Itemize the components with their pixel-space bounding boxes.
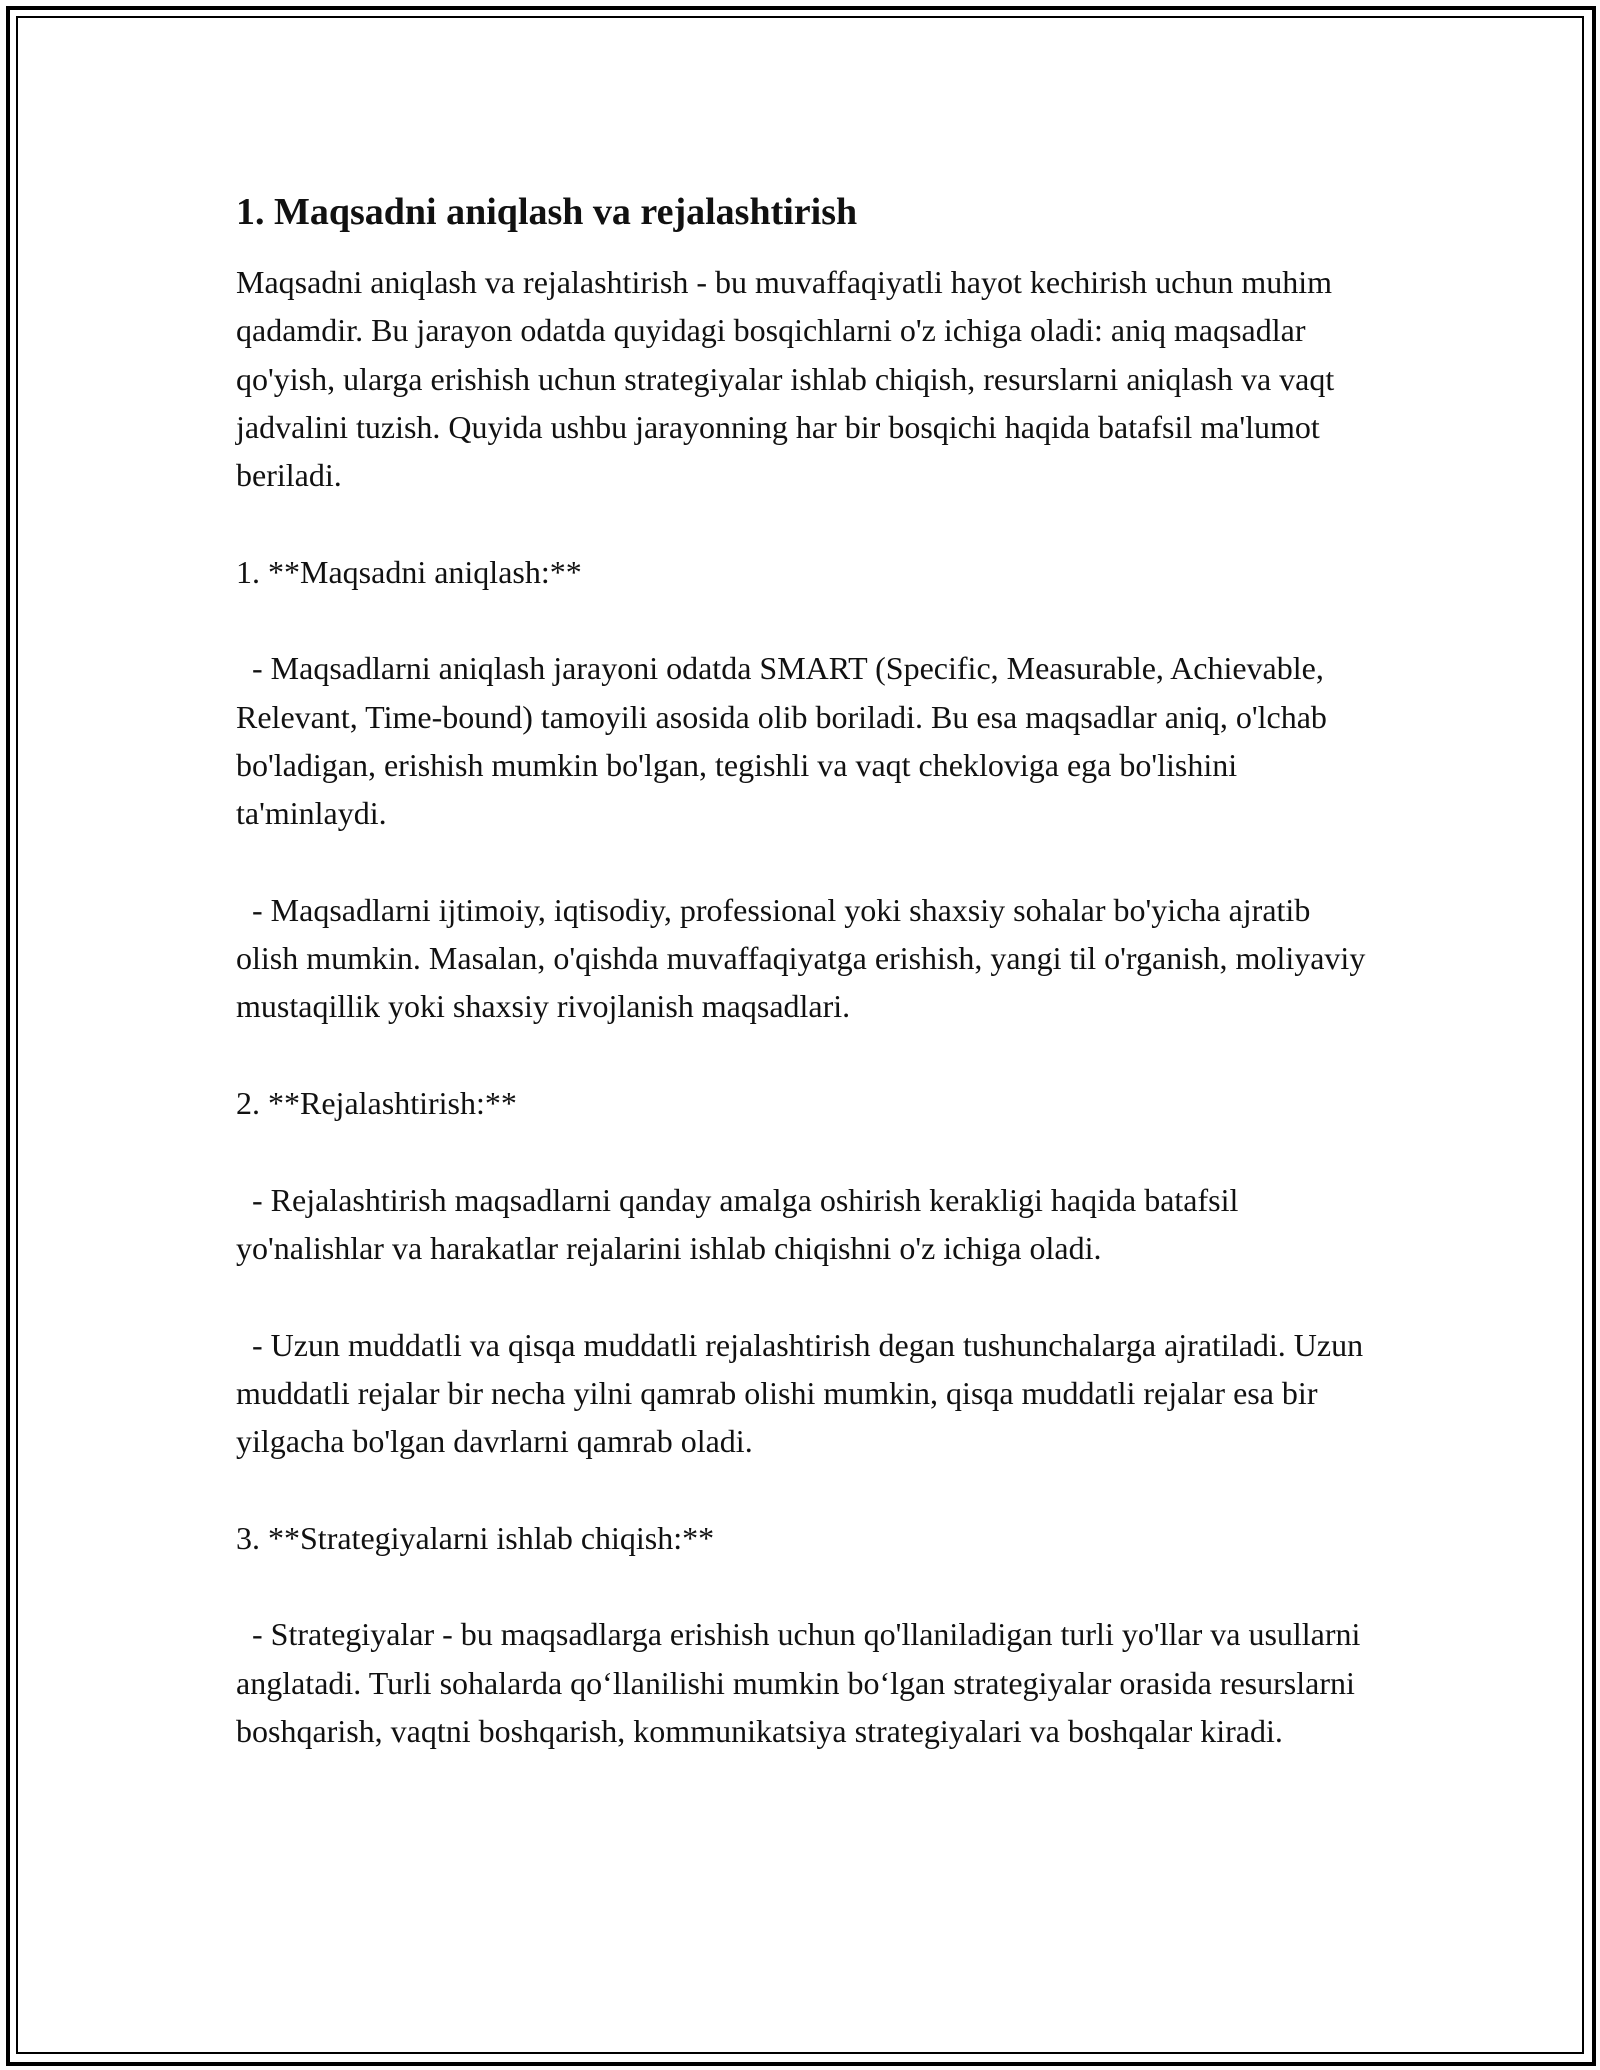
intro-paragraph: Maqsadni aniqlash va rejalashtirish - bu muvaffaqiyatli hayot kechirish uchun muhim qadamdir. Bu jarayon odatda quyidagi bosqichlarni o'z ichiga oladi: aniq maqsadlar qo'yish, ularga erishish uchun strategiyalar ishlab chiqish, resurslarni aniqlash va vaqt jadvalini tuzish. Quyida ushbu jarayonning har bir bosqichi haqida batafsil ma'lumot beriladi. xyxy=(236,264,1343,494)
list-item-heading: 2. **Rejalashtirish:** xyxy=(236,1085,517,1122)
list-item-heading: 3. **Strategiyalarni ishlab chiqish:** xyxy=(236,1519,715,1556)
list-item-heading: 1. **Maqsadni aniqlash:** xyxy=(236,553,582,590)
paragraph-gap xyxy=(236,1272,1376,1320)
paragraph-gap xyxy=(236,1465,1376,1513)
list-item-detail: - Maqsadlarni aniqlash jarayoni odatda SMART (Specific, Measurable, Achievable, Relevant, Time-bound) tamoyili asosida olib boriladi. Bu esa maqsadlar aniq, o'lchab bo'ladigan, erishish mumkin bo'lgan, tegishli va vaqt chekloviga ega bo'lishini ta'minlaydi. xyxy=(236,650,1335,832)
list-item-detail: - Maqsadlarni ijtimoiy, iqtisodiy, professional yoki shaxsiy sohalar bo'yicha ajratib olish mumkin. Masalan, o'qishda muvaffaqiyatga erishish, yangi til o'rganish, moliyaviy mustaqillik yoki shaxsiy rivojlanish maqsadlari. xyxy=(236,891,1374,1025)
paragraph-gap xyxy=(236,596,1376,644)
document-body xyxy=(236,188,1376,1755)
list-item-detail: - Uzun muddatli va qisqa muddatli rejalashtirish degan tushunchalarga ajratiladi. Uzun muddatli rejalar bir necha yilni qamrab olishi mumkin, qisqa muddatli rejalar esa bir yilgacha bo'lgan davrlarni qamrab oladi. xyxy=(236,1326,1372,1460)
paragraph-gap xyxy=(236,499,1376,547)
paragraph-gap xyxy=(236,1127,1376,1175)
paragraph-gap xyxy=(236,1031,1376,1079)
paragraph-gap xyxy=(236,1562,1376,1610)
list-item-detail: - Strategiyalar - bu maqsadlarga erishish uchun qo'llaniladigan turli yo'llar va usullarni anglatadi. Turli sohalarda qo‘llanilishi mumkin bo‘lgan strategiyalar orasida resurslarni boshqarish, vaqtni boshqarish, kommunikatsiya strategiyalari va boshqalar kiradi. xyxy=(236,1616,1369,1749)
paragraph-gap xyxy=(236,838,1376,886)
section-heading: 1. Maqsadni aniqlash va rejalashtirish xyxy=(236,191,858,233)
list-item-detail: - Rejalashtirish maqsadlarni qanday amalga oshirish kerakligi haqida batafsil yo'nalishlar va harakatlar rejalarini ishlab chiqishni o'z ichiga oladi. xyxy=(236,1181,1247,1266)
